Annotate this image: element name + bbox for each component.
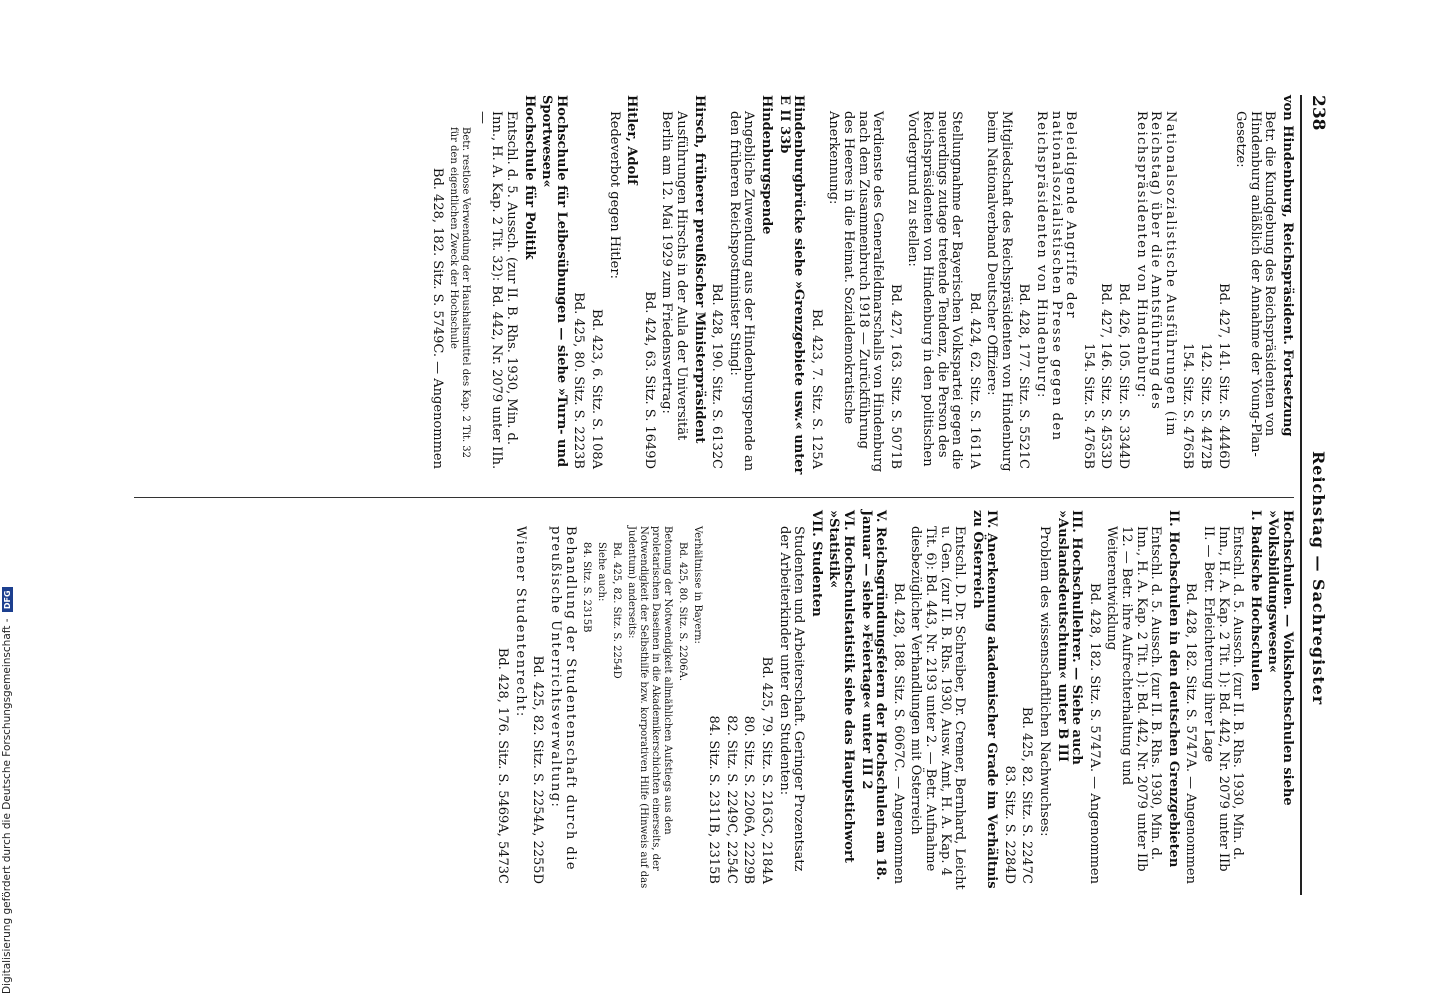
digitization-credit (1, 590, 13, 994)
index-entry-text: Wiener Studentenrecht: (512, 526, 528, 718)
index-entry-text: Betr. restlose Verwendung der Haushaltsmittel des Kap. 2 Tit. 32 für den eigentlichen Zweck der Hochschule (448, 127, 472, 459)
index-headword: Hindenburgbrücke siehe »Grenzgebiete usw.« unter E II 33b (776, 95, 807, 475)
index-reference: 84. Sitz. S. 2311B, 2315B (706, 715, 722, 884)
index-entry-text: Redeverbot gegen Hitler: (606, 111, 622, 279)
index-section-heading: VII. Studenten (808, 510, 824, 617)
index-section-heading: I. Badische Hochschulen (1247, 510, 1263, 692)
index-reference: Bd. 425, 82. Sitz. S. 2254A, 2255D (530, 655, 546, 884)
index-reference: Bd. 425, 80. Sitz. S. 2223B (571, 292, 587, 469)
index-headword: Hochschulen. — Volkshochschulen siehe »Volksbildungswesen« (1265, 510, 1295, 806)
index-reference: Bd. 428, 182. Sitz. S. 5747A. — Angenommen (1086, 583, 1102, 884)
index-entry-text: 84. Sitz. S. 2315B (580, 542, 592, 633)
index-entry-text: Entschl. D. Dr. Schreiber, Dr. Cremer, Bernhard, Leicht u. Gen. (zur II. B. Rhs. 1930, Ausw. Amt, H. A. Kap. 4 Tit. 6): Bd. 443, Nr. 2193 unter 2. — Betr. Aufnahme diesbezüglicher Verhandlungen mit Österreich (908, 526, 968, 890)
index-entry-text: Entschl. d. 5. Aussch. (zur II. B. Rhs. 1930, Min. d. Inn., H. A. Kap. 2 Tit. 1): Bd. 442, Nr. 2079 unter IIb II. — Betr. Erleichterung ihrer Lage (1201, 526, 1246, 872)
index-entry-text: Entschl. d. 5. Aussch. (zur II. B. Rhs. 1930, Min. d. Inn., H. A. Kap. 2 Tit. 32): Bd. 442, Nr. 2079 unter IIh. — (474, 111, 520, 470)
index-headword: Hirsch, früherer preußischer Ministerpräsident (691, 95, 707, 444)
page-number: 238 (1308, 95, 1328, 131)
index-reference: Bd. 423, 6. Sitz. S. 108A (589, 308, 605, 469)
index-section-heading: II. Hochschulen in den deutschen Grenzgebieten (1165, 510, 1181, 868)
index-reference: 154. Sitz. S. 4765B (1180, 343, 1196, 469)
index-reference: Bd. 427, 146. Sitz. S. 4533D (1098, 283, 1114, 469)
index-reference: Bd. 423, 7. Sitz. S. 125A (808, 308, 824, 469)
index-entry-text: Verdienste des Generalfeldmarschalls von Hindenburg nach dem Zusammenbruch 1918 — Zurückführung des Heeres in die Heimat. Sozialdemokratische Anerkennung: (826, 111, 886, 473)
index-reference: Bd. 425, 79. Sitz. S. 2163C, 2184A (759, 656, 774, 884)
index-entry-text: Ausführungen Hirschs in der Aula der Universität Berlin am 12. Mai 1929 zum Friedensvertrag: (659, 111, 690, 441)
index-reference: Bd. 428, 182. Sitz. S. 5749C. — Angenommen (430, 167, 446, 469)
index-entry-text: Angebliche Zuwendung aus der Hindenburgspende an den früheren Reichspostminister Stingl: (726, 111, 757, 472)
index-entry-text: Betonung der Notwendigkeit allmählichen Aufstiegs aus den proletarischen Daseinen in die Akademikerschichten einerseits, der Notwendigkeit der Selbsthilfe bzw. korporativen Hilfe (Hinweis auf das Judentum) anderseits: (625, 526, 673, 889)
index-reference: Bd. 428, 177. Sitz. S. 5521C (1016, 283, 1032, 469)
index-entry-text: Nationalsozialistische Ausführungen (im Reichstag) über die Amtsführung des Reichspräsidenten von Hindenburg: (1133, 111, 1178, 437)
index-reference: Bd. 428, 182. Sitz. S. 5747A. — Angenommen (1183, 583, 1199, 884)
index-entry-text: Stellungnahme der Bayerischen Volkspartei gegen die neuerdings zutage tretende Tendenz, die Person des Reichspräsidenten von Hindenburg in den politischen Vordergrund zu stellen: (905, 111, 965, 470)
header-rule (1300, 95, 1302, 895)
index-headword: Hochschule für Politik (521, 95, 537, 260)
index-headword: von Hindenburg, Reichspräsident. Fortsetzung (1280, 95, 1295, 437)
index-reference: Bd. 424, 63. Sitz. S. 1649D (641, 291, 657, 469)
index-reference: Bd. 426, 105. Sitz. S. 3344D (1116, 283, 1132, 469)
index-entry-text: Studenten und Arbeiterschaft. Geringer Prozentsatz der Arbeiterkinder unter den Studenten: (776, 526, 807, 872)
index-entry-text: Bd. 425, 82. Sitz. S. 2254D (610, 542, 622, 679)
column-divider (134, 497, 1294, 498)
index-entry-text: Verhältnisse in Bayern: (691, 526, 703, 644)
index-headword: Hitler, Adolf (624, 95, 640, 185)
page-header (1304, 95, 1330, 895)
index-entry-text: Entschl. d. 5. Aussch. (zur II. B. Rhs. 1930, Min. d. Inn., H. A. Kap. 2 Tit. 1): Bd. 442, Nr. 2079 unter IIb 12. — Betr. ihre Aufrechterhaltung und Weiterentwicklung (1104, 526, 1164, 872)
index-reference: Bd. 425, 82. Sitz. S. 2247C (1019, 706, 1035, 884)
index-entry-text: Mitgliedschaft des Reichspräsidenten von Hindenburg beim Nationalverband Deutscher Offiziere: (984, 111, 1014, 472)
index-reference: Bd. 427, 163. Sitz. S. 5071B (887, 283, 903, 469)
index-reference: Bd. 428, 188. Sitz. S. 6067C. — Angenommen (890, 582, 906, 884)
index-entry-text: Betr. die Kundgebung des Reichspräsidenten von Hindenburg anläßlich der Annahme der Young-Plan-Gesetze: (1233, 111, 1278, 457)
index-headword: Hochschule für Leibesübungen — siehe »Turn- und Sportwesen« (539, 95, 569, 468)
index-reference: Bd. 427, 141. Sitz. S. 4446D (1215, 283, 1231, 469)
index-reference: 82. Sitz. S. 2249C, 2254C (723, 715, 739, 884)
index-entry-text: Behandlung der Studentenschaft durch die preußische Unterrichtsverwaltung: (548, 526, 578, 872)
index-entry-text: Siehe auch: (595, 542, 607, 602)
index-headword: Hindenburgspende (759, 95, 774, 235)
index-reference: Bd. 428, 176. Sitz. S. 5469A, 5473C (495, 647, 511, 884)
left-column (427, 95, 1294, 475)
index-section-heading: VI. Hochschulstatistik siehe das Hauptstichwort »Statistik« (826, 510, 856, 863)
right-column (492, 510, 1294, 890)
digitization-credit-band (0, 0, 18, 1000)
credit-text: Digitalisierung gefördert durch die Deutsche Forschungsgemeinschaft - (1, 618, 13, 994)
index-reference: 83. Sitz. S. 2284D (1001, 765, 1017, 884)
index-reference: 154. Sitz. S. 4765B (1080, 343, 1096, 469)
index-entry-text: Bd. 425, 80. Sitz. S. 2206A. (676, 542, 688, 682)
index-section-heading: V. Reichsgründungsfeiern der Hochschulen am 18. Januar — siehe »Feiertage« unter III 2 (858, 510, 889, 881)
dfg-logo: DFG (2, 587, 13, 612)
index-section-heading: IV. Anerkennung akademischer Grade im Verhältnis zu Österreich (969, 510, 1000, 889)
rotated-document-page (125, 95, 1330, 895)
index-section-heading: III. Hochschullehrer. — Siehe auch »Auslandsdeutschtum« unter B III (1054, 510, 1085, 765)
index-reference: 80. Sitz. S. 2206A, 2229B (741, 715, 757, 884)
page-title: Reichstag — Sachregister (1309, 451, 1328, 706)
index-reference: Bd. 424, 62. Sitz. S. 1611A (966, 292, 982, 469)
index-reference: Bd. 428, 190. Sitz. S. 6132C (709, 283, 725, 469)
index-entry-text: Problem des wissenschaftlichen Nachwuchses: (1037, 526, 1053, 837)
index-reference: 142. Sitz. S. 4472B (1198, 343, 1214, 469)
index-entry-text: Beleidigende Angriffe der nationalsozialistischen Presse gegen den Reichspräsidenten von Hindenburg: (1034, 111, 1079, 442)
